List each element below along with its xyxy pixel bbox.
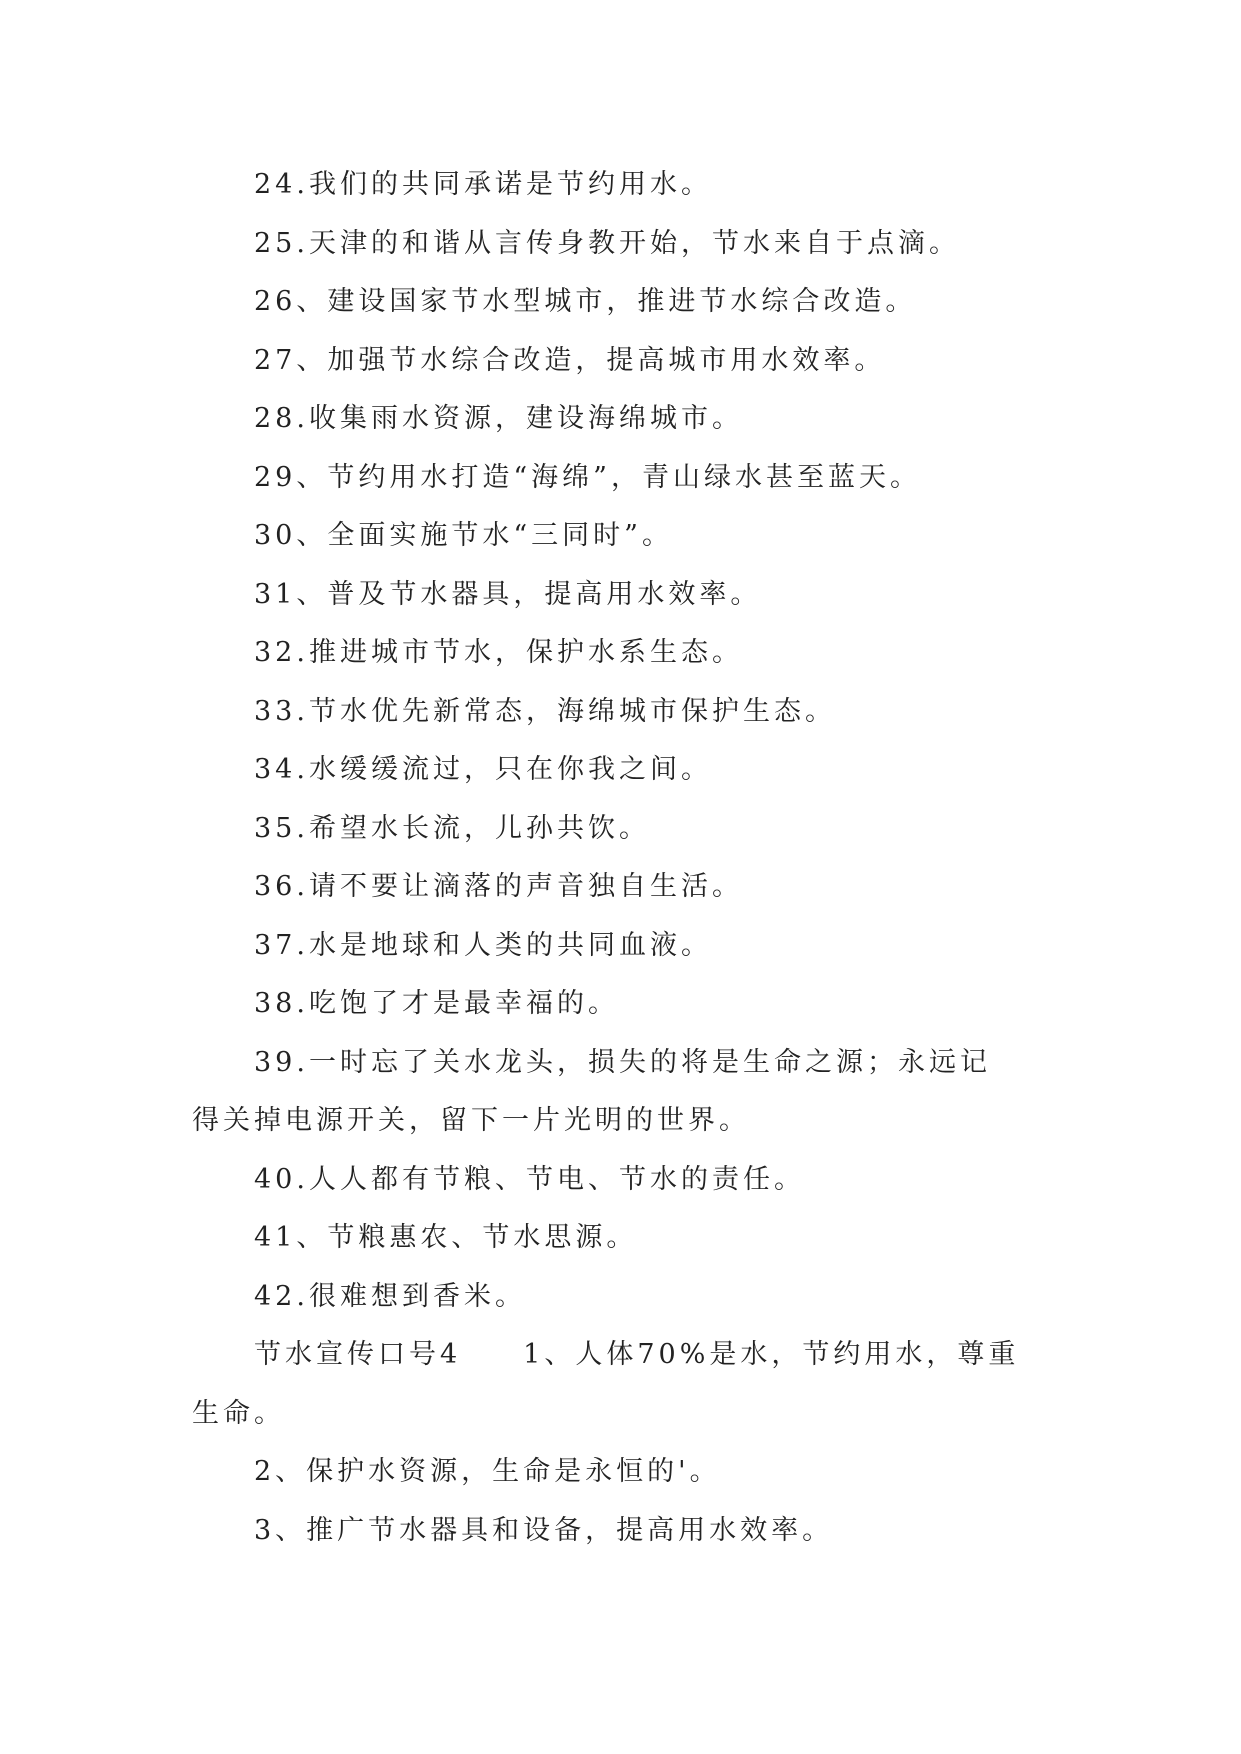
section-heading-line: 节水宣传口号4 1、人体70%是水，节约用水，尊重: [254, 1339, 1020, 1370]
text-line: 39.一时忘了关水龙头，损失的将是生命之源；永远记: [254, 1046, 991, 1078]
text-line: 41、节粮惠农、节水思源。: [254, 1222, 638, 1253]
text-line: 29、节约用水打造“海绵”，青山绿水甚至蓝天。: [254, 461, 921, 493]
text-line: 24.我们的共同承诺是节约用水。: [254, 169, 712, 200]
text-line: 33.节水优先新常态，海绵城市保护生态。: [254, 695, 836, 727]
text-line: 38.吃饱了才是最幸福的。: [254, 988, 619, 1019]
text-line: 2、保护水资源，生命是永恒的'。: [254, 1456, 721, 1487]
text-line: 35.希望水长流，儿孙共饮。: [254, 812, 650, 844]
text-line: 生命。: [192, 1397, 285, 1429]
document-body: [192, 156, 1052, 1560]
text-line: 27、加强节水综合改造，提高城市用水效率。: [254, 344, 886, 376]
text-line: 36.请不要让滴落的声音独自生活。: [254, 871, 743, 902]
text-line: 得关掉电源开关，留下一片光明的世界。: [192, 1105, 750, 1136]
text-line: 3、推广节水器具和设备，提高用水效率。: [254, 1514, 834, 1546]
text-line: 31、普及节水器具，提高用水效率。: [254, 578, 762, 610]
text-line: 40.人人都有节粮、节电、节水的责任。: [254, 1163, 805, 1195]
text-line: 28.收集雨水资源，建设海绵城市。: [254, 403, 743, 434]
text-line: 42.很难想到香米。: [254, 1280, 526, 1312]
text-line: 32.推进城市节水，保护水系生态。: [254, 637, 743, 668]
text-line: 34.水缓缓流过，只在你我之间。: [254, 754, 712, 785]
text-line: 30、全面实施节水“三同时”。: [254, 520, 673, 551]
text-line: 37.水是地球和人类的共同血液。: [254, 929, 712, 961]
text-line: 25.天津的和谐从言传身教开始，节水来自于点滴。: [254, 227, 960, 259]
text-line: 26、建设国家节水型城市，推进节水综合改造。: [254, 286, 917, 317]
